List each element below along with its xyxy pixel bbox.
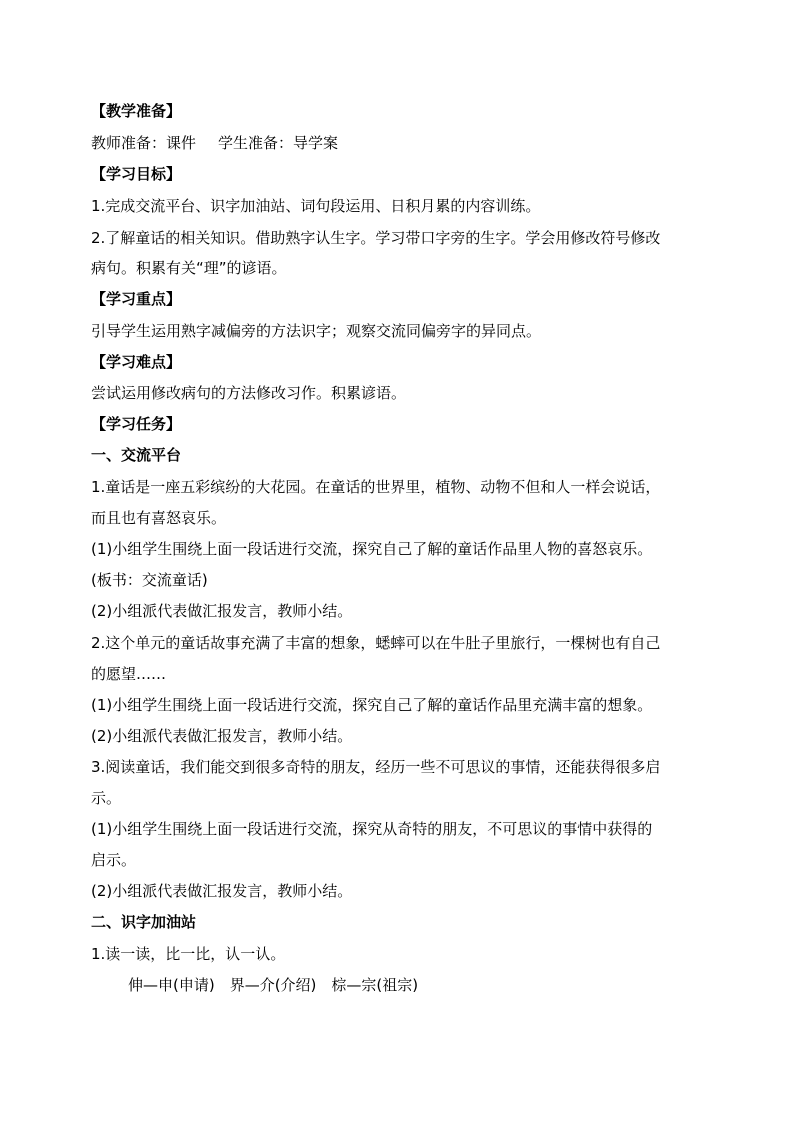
paragraph-1-sub-1: (1)小组学生围绕上面一段话进行交流，探究自己了解的童话作品里人物的喜怒哀乐。 (91, 540, 653, 558)
goal-1: 1.完成交流平台、识字加油站、词句段运用、日积月累的内容训练。 (91, 197, 541, 215)
goals-heading: 【学习目标】 (91, 165, 182, 183)
focus-text: 引导学生运用熟字减偏旁的方法识字；观察交流同偏旁字的异同点。 (91, 322, 542, 340)
focus-heading: 【学习重点】 (91, 290, 182, 308)
tasks-heading: 【学习任务】 (91, 415, 182, 433)
prep-teacher: 教师准备：课件 (91, 134, 197, 152)
part-1-heading: 一、交流平台 (91, 446, 182, 464)
prep-heading: 【教学准备】 (91, 102, 182, 120)
paragraph-3-line-2: 示。 (91, 789, 122, 807)
difficulty-text: 尝试运用修改病句的方法修改习作。积累谚语。 (91, 384, 407, 402)
paragraph-1-line-1: 1.童话是一座五彩缤纷的大花园。在童话的世界里，植物、动物不但和人一样会说话， (91, 478, 661, 496)
paragraph-2-sub-2: (2)小组派代表做汇报发言，教师小结。 (91, 727, 353, 745)
prep-student: 学生准备：导学案 (218, 134, 339, 152)
paragraph-2-line-1: 2.这个单元的童话故事充满了丰富的想象，蟋蟀可以在牛肚子里旅行，一棵树也有自己 (91, 634, 661, 652)
part-2-words: 伸—申(申请) 界—介(介绍) 棕—宗(祖宗) (128, 976, 419, 994)
goal-2-line-1: 2.了解童话的相关知识。借助熟字认生字。学习带口字旁的生字。学会用修改符号修改 (91, 229, 661, 247)
part-2-heading: 二、识字加油站 (91, 913, 197, 931)
difficulty-heading: 【学习难点】 (91, 353, 182, 371)
paragraph-3-line-1: 3.阅读童话，我们能交到很多奇特的朋友，经历一些不可思议的事情，还能获得很多启 (91, 758, 661, 776)
paragraph-3-sub-1-line-1: (1)小组学生围绕上面一段话进行交流，探究从奇特的朋友，不可思议的事情中获得的 (91, 820, 653, 838)
paragraph-1-board-note: (板书：交流童话) (91, 571, 208, 589)
paragraph-1-line-2: 而且也有喜怒哀乐。 (91, 509, 227, 527)
paragraph-1-sub-2: (2)小组派代表做汇报发言，教师小结。 (91, 602, 353, 620)
part-2-item-1: 1.读一读，比一比，认一认。 (91, 945, 286, 963)
prep-line (91, 133, 734, 153)
paragraph-3-sub-2: (2)小组派代表做汇报发言，教师小结。 (91, 882, 353, 900)
paragraph-2-sub-1: (1)小组学生围绕上面一段话进行交流，探究自己了解的童话作品里充满丰富的想象。 (91, 696, 653, 714)
paragraph-3-sub-1-line-2: 启示。 (91, 851, 137, 869)
goal-2-line-2: 病句。积累有关“理”的谚语。 (91, 259, 287, 277)
paragraph-2-line-2: 的愿望…… (91, 665, 167, 683)
